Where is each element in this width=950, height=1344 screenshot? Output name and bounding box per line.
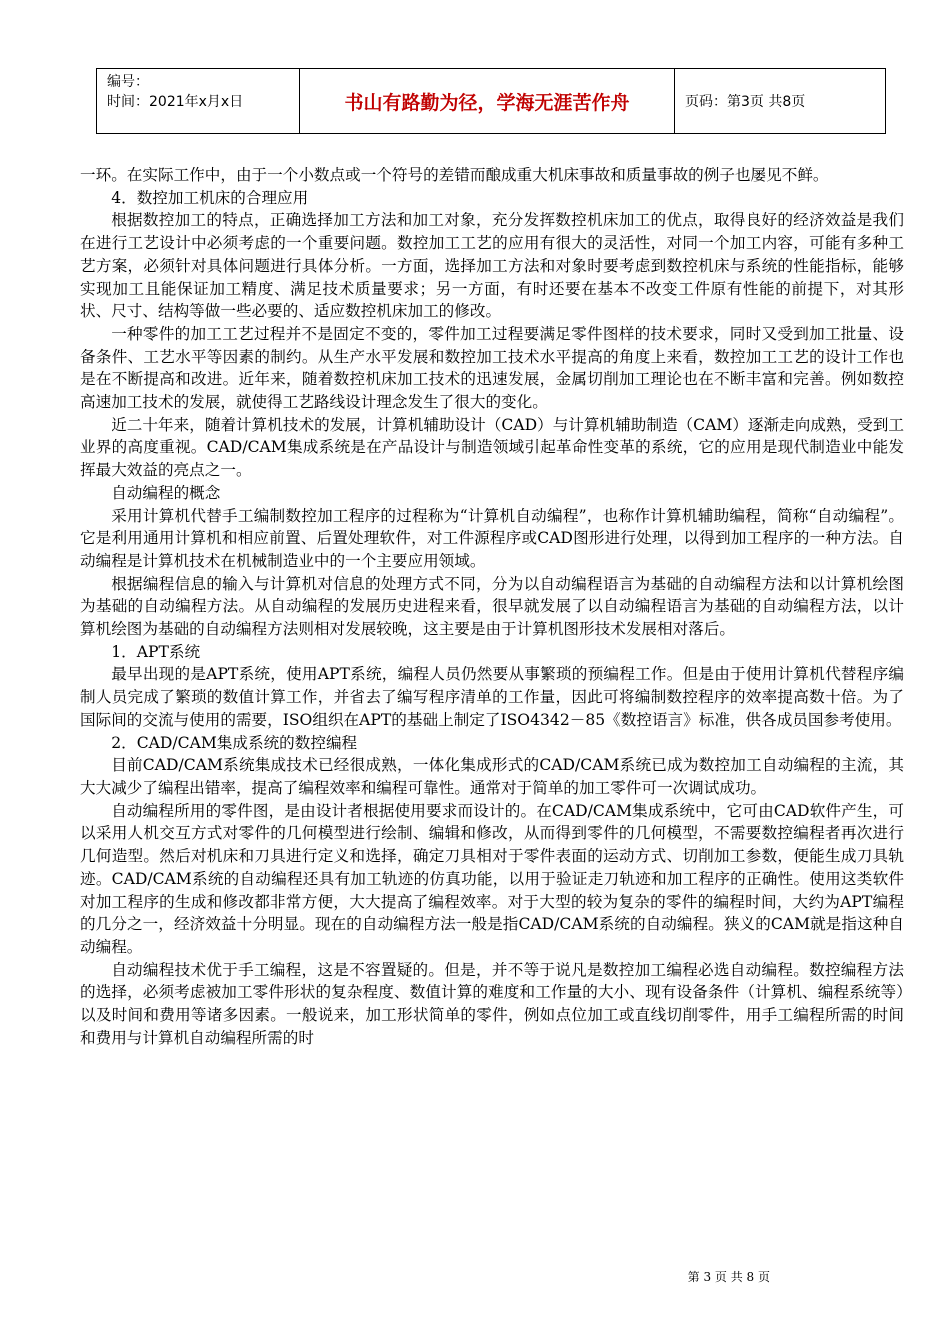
body-paragraph: 采用计算机代替手工编制数控加工程序的过程称为“计算机自动编程”，也称作计算机辅助编程，简称“自动编程”。它是利用通用计算机和相应前置、后置处理软件，对工件源程序或CAD图形进行处理，以得到加工程序的一种方法。自动编程是计算机技术在机械制造业中的一个主要应用领域。 [80, 506, 904, 570]
body-paragraph: 自动编程的概念 [111, 483, 221, 502]
body-paragraph: 一环。在实际工作中，由于一个小数点或一个符号的差错而酿成重大机床事故和质量事故的例子也屡见不鲜。 [80, 166, 829, 184]
document-header [96, 68, 886, 134]
body-paragraph: 自动编程所用的零件图，是由设计者根据使用要求而设计的。在CAD/CAM集成系统中，它可由CAD软件产生，可以采用人机交互方式对零件的几何模型进行绘制、编辑和修改，从而得到零件的几何模型，不需要数控编程者再次进行几何造型。然后对机床和刀具进行定义和选择，确定刀具相对于零件表面的运动方式、切削加工参数，便能生成刀具轨迹。CAD/CAM系统的自动编程还具有加工轨迹的仿真功能，以用于验证走刀轨迹和加工程序的正确性。使用这类软件对加工程序的生成和修改都非常方便，大大提高了编程效率。对于大型的较为复杂的零件的编程时间，大约为APT编程的几分之一，经济效益十分明显。现在的自动编程方法一般是指CAD/CAM系统的自动编程。狭义的CAM就是指这种自动编程。 [80, 801, 904, 956]
body-paragraph: 2．CAD/CAM集成系统的数控编程 [111, 733, 358, 752]
document-number-label: 编号： [107, 74, 149, 90]
body-paragraph: 一种零件的加工工艺过程并不是固定不变的，零件加工过程要满足零件图样的技术要求，同时又受到加工批量、设备条件、工艺水平等因素的制约。从生产水平发展和数控加工技术水平提高的角度上来看，数控加工工艺的设计工作也是在不断提高和改进。近年来，随着数控机床加工技术的迅速发展，金属切削加工理论也在不断丰富和完善。例如数控高速加工技术的发展，就使得工艺路线设计理念发生了很大的变化。 [80, 324, 904, 412]
body-paragraph: 近二十年来，随着计算机技术的发展，计算机辅助设计（CAD）与计算机辅助制造（CAM）逐渐走向成熟，受到工业界的高度重视。CAD/CAM集成系统是在产品设计与制造领域引起革命性变革的系统，它的应用是现代制造业中能发挥最大效益的亮点之一。 [80, 415, 904, 480]
page-footer: 第 3 页 共 8 页 [687, 1270, 770, 1284]
body-paragraph: 1．APT系统 [111, 642, 201, 661]
document-body [80, 164, 904, 1049]
body-paragraph: 目前CAD/CAM系统集成技术已经很成熟，一体化集成形式的CAD/CAM系统已成为数控加工自动编程的主流，其大大减少了编程出错率，提高了编程效率和编程可靠性。通常对于简单的加工零件可一次调试成功。 [80, 756, 904, 797]
document-time-label: 时间：2021年x月x日 [107, 94, 244, 110]
body-paragraph: 4．数控加工机床的合理应用 [111, 188, 309, 207]
header-meta-cell [97, 69, 300, 134]
body-paragraph: 根据数控加工的特点，正确选择加工方法和加工对象，充分发挥数控机床加工的优点，取得良好的经济效益是我们在进行工艺设计中必须考虑的一个重要问题。数控加工工艺的应用有很大的灵活性，对同一个加工内容，可能有多种工艺方案，必须针对具体问题进行具体分析。一方面，选择加工方法和对象时要考虑到数控机床与系统的性能指标，能够实现加工且能保证加工精度、满足技术质量要求；另一方面，有时还要在基本不改变工件原有性能的前提下，对其形状、尺寸、结构等做一些必要的、适应数控机床加工的修改。 [80, 211, 904, 321]
body-paragraph: 根据编程信息的输入与计算机对信息的处理方式不同，分为以自动编程语言为基础的自动编程方法和以计算机绘图为基础的自动编程方法。从自动编程的发展历史进程来看，很早就发展了以自动编程语言为基础的自动编程方法，以计算机绘图为基础的自动编程方法则相对发展较晚，这主要是由于计算机图形技术发展相对落后。 [80, 574, 904, 639]
body-paragraph: 自动编程技术优于手工编程，这是不容置疑的。但是，并不等于说凡是数控加工编程必选自动编程。数控编程方法的选择，必须考虑被加工零件形状的复杂程度、数值计算的难度和工作量的大小、现有设备条件（计算机、编程系统等）以及时间和费用等诸多因素。一般说来，加工形状简单的零件，例如点位加工或直线切削零件，用手工编程所需的时间和费用与计算机自动编程所需的时 [80, 960, 904, 1047]
header-page-label: 页码：第3页 共8页 [675, 69, 886, 134]
body-paragraph: 最早出现的是APT系统，使用APT系统，编程人员仍然要从事繁琐的预编程工作。但是由于使用计算机代替程序编制人员完成了繁琐的数值计算工作，并省去了编写程序清单的工作量，因此可将编制数控程序的效率提高数十倍。为了国际间的交流与使用的需要，ISO组织在APT的基础上制定了ISO4342－85《数控语言》标准，供各成员国参考使用。 [80, 665, 904, 729]
header-motto: 书山有路勤为径，学海无涯苦作舟 [300, 69, 675, 134]
